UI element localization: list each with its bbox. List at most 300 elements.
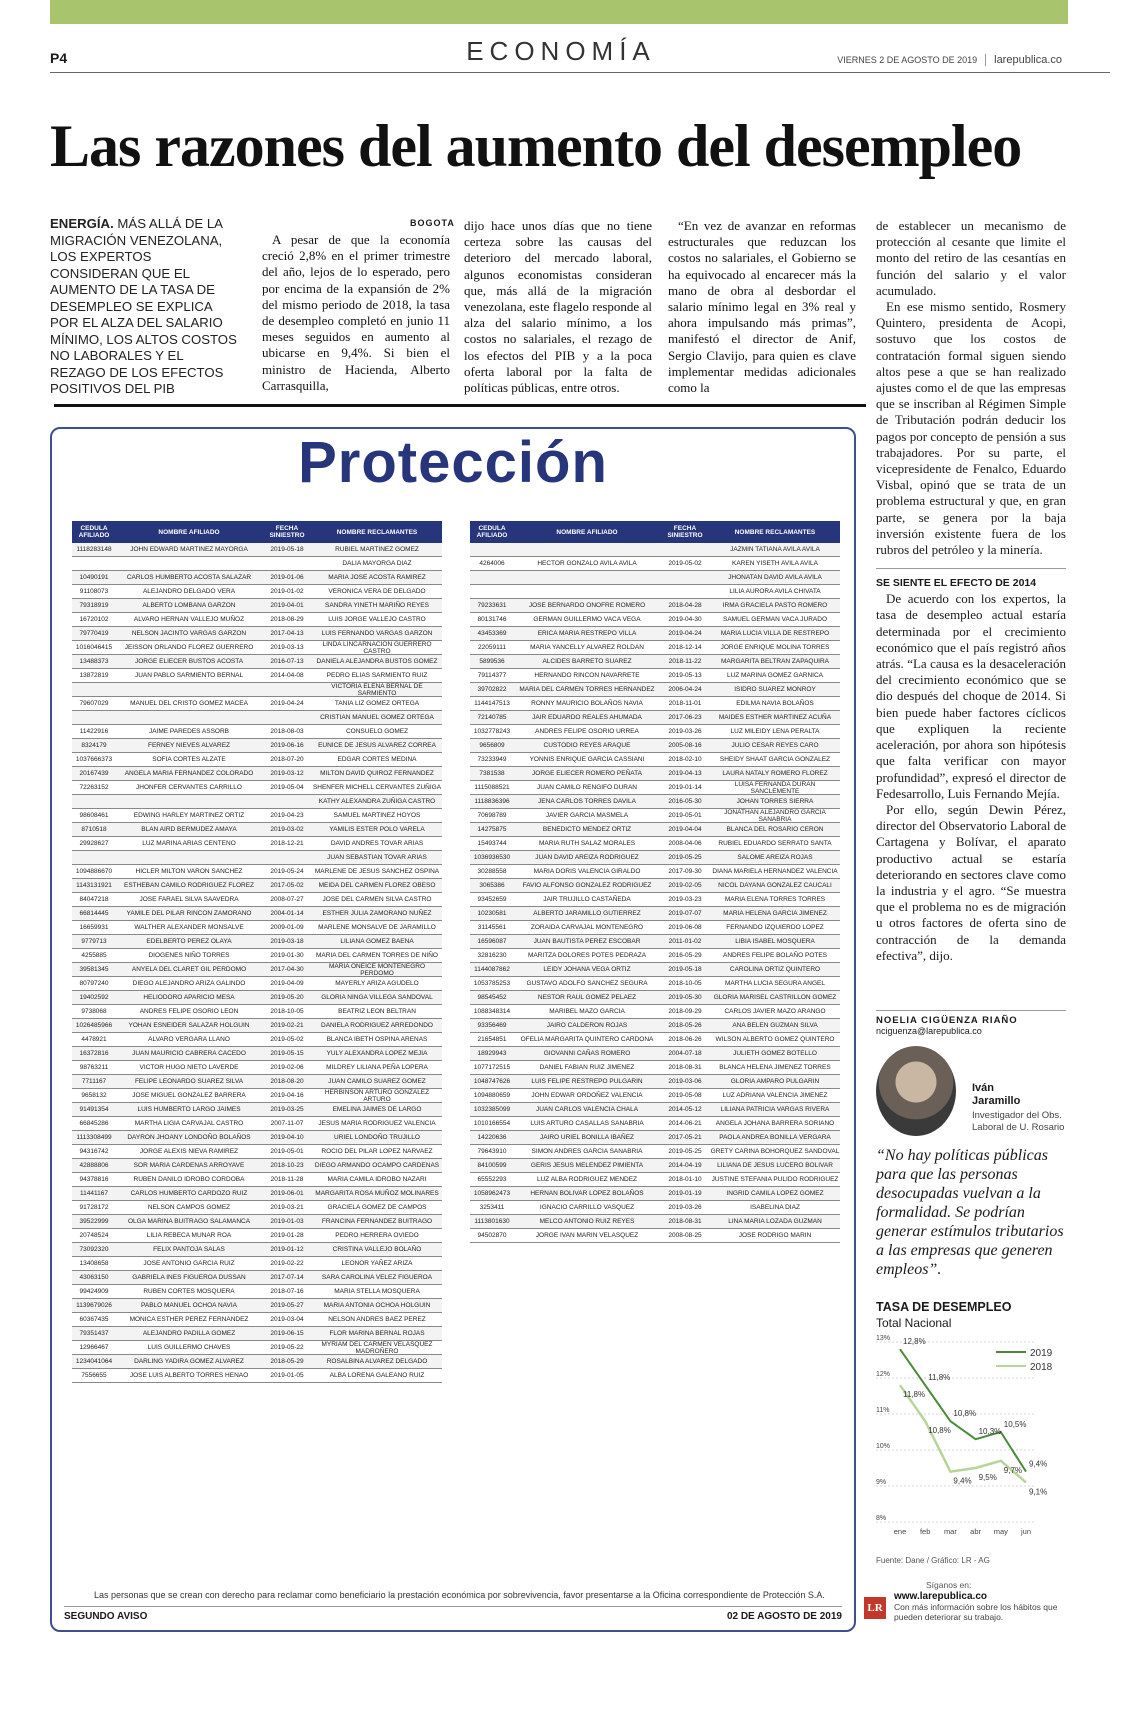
table-cell: 91728172	[79, 1204, 109, 1211]
table-cell: 79114377	[477, 672, 507, 679]
table-cell: ANA BELEN GUZMAN SILVA	[732, 1022, 818, 1029]
table-cell: 2019-02-06	[270, 1064, 304, 1071]
table-cell: GERIS JESUS MELENDEZ PIMIENTA	[530, 1162, 644, 1169]
table-cell: BENEDICTO MENDEZ ORTIZ	[542, 826, 632, 833]
table-cell: 10490191	[79, 574, 109, 581]
table-cell: JEISSON ORLANDO FLOREZ GUERRERO	[124, 644, 254, 651]
table-cell: 8710518	[81, 826, 107, 833]
site-link[interactable]: larepublica.co	[985, 54, 1062, 66]
table-cell: JONATHAN ALEJANDRO GARCIA SANABRIA	[724, 808, 826, 823]
table-cell: 2017-07-14	[270, 1274, 304, 1281]
chart-subtitle: Total Nacional	[876, 1316, 952, 1330]
table-row	[72, 753, 442, 767]
table-cell: 11422916	[79, 728, 109, 735]
table-cell: 7711167	[81, 1078, 107, 1085]
table-cell: MARIA DEL CARMEN TORRES HERNANDEZ	[519, 686, 655, 693]
byline-email[interactable]: nciguenza@larepublica.co	[876, 1026, 982, 1036]
table-cell: LUIS ARTURO CASALLAS SANABRIA	[530, 1120, 644, 1127]
table-cell: 5899536	[479, 658, 505, 665]
table-cell: JAIR TRUJILLO CASTAÑEDA	[543, 896, 631, 903]
ad-notice: Las personas que se crean con derecho para reclamar como beneficiario la prestación económica por sobrevivencia, favor presentarse a la Oficina correspondiente de Protección S.A.	[94, 1590, 825, 1600]
table-row	[470, 1159, 840, 1173]
section-title: ECONOMÍA	[466, 36, 656, 66]
table-cell: ALVARO VERGARA LLANO	[148, 1036, 230, 1043]
table-cell: JAVIER GARCIA MASMELA	[545, 812, 629, 819]
table-cell: YONNIS ENRIQUE GARCIA CASSIANI	[529, 756, 645, 763]
table-cell: VICTORIA ELENA BERNAL DE SARMIENTO	[331, 682, 423, 697]
table-cell: 2018-08-03	[270, 728, 304, 735]
table-cell: 2018-08-29	[270, 616, 304, 623]
table-cell: JUAN BAUTISTA PEREZ ESCOBAR	[533, 938, 641, 945]
y-tick-label: 8%	[876, 1515, 887, 1522]
table-cell: 2007-11-07	[270, 1120, 304, 1127]
table-row	[470, 1019, 840, 1033]
table-cell: GRACIELA GOMEZ DE CAMPOS	[327, 1204, 427, 1211]
table-row	[72, 949, 442, 963]
table-cell: 2018-10-05	[668, 980, 702, 987]
data-label: 10,3%	[978, 1427, 1002, 1437]
table-cell: 2019-05-22	[270, 1344, 304, 1351]
data-label: 11,8%	[928, 1373, 951, 1383]
table-cell: 93356469	[477, 1022, 507, 1029]
table-cell: JAIME PAREDES ASSORB	[148, 728, 230, 735]
table-cell: IRMA GRACIELA PASTO ROMERO	[722, 602, 828, 609]
table-cell: 2019-03-25	[270, 1106, 304, 1113]
table-row	[72, 1243, 442, 1257]
table-cell: CRISTINA VALLEJO BOLAÑO	[332, 1246, 422, 1253]
table-cell: ALEJANDRO DELGADO VERA	[142, 588, 236, 595]
table-row	[72, 767, 442, 781]
table-cell: OFELIA MARGARITA QUINTERO CARDONA	[520, 1036, 654, 1043]
table-cell: 2019-03-13	[270, 644, 304, 651]
table-cell: 60367435	[79, 1316, 109, 1323]
table-cell: MAYERLY ARIZA AGUDELO	[335, 980, 419, 987]
table-row	[72, 1229, 442, 1243]
table-cell: JHONFER CERVANTES CARRILLO	[136, 784, 242, 791]
y-tick-label: 13%	[876, 1335, 891, 1342]
table-cell: YAMILIS ESTER POLO VARELA	[329, 826, 425, 833]
table-cell: 2019-02-05	[668, 882, 702, 889]
dateline: BOGOTA	[410, 218, 455, 228]
table-cell: JUAN SEBASTIAN TOVAR ARIAS	[327, 854, 427, 861]
table-row	[470, 823, 840, 837]
header-cell: CEDULA AFILIADO	[476, 525, 508, 539]
table-cell: 2019-05-18	[668, 966, 702, 973]
table-cell: GLORIA NINGA VILLEGA SANDOVAL	[321, 994, 433, 1001]
table-cell: LEONOR YAÑEZ ARIZA	[341, 1260, 413, 1267]
table-cell: 43063150	[79, 1274, 109, 1281]
table-cell: 1144147513	[474, 700, 510, 707]
table-cell: 2018-10-05	[270, 1008, 304, 1015]
table-cell: JOSE DEL CARMEN SILVA CASTRO	[322, 896, 432, 903]
table-cell: 2008-08-25	[668, 1232, 702, 1239]
table-cell: JOSE FARAEL SILVA SAAVEDRA	[139, 896, 239, 903]
col4-p1: de establecer un mecanismo de protección al cesante que limite el monto del retiro de las cesantías en función del salario y el valor acumulado.	[876, 218, 1066, 298]
table-row	[72, 1047, 442, 1061]
table-row	[470, 879, 840, 893]
table-cell: SALOME AREIZA ROJAS	[737, 854, 813, 861]
table-cell: ALEJANDRO PADILLA GOMEZ	[142, 1330, 236, 1337]
table-cell: 19402592	[79, 994, 109, 1001]
table-row	[72, 991, 442, 1005]
table-row	[72, 669, 442, 683]
chart-title: TASA DE DESEMPLEO	[876, 1300, 1012, 1314]
table-cell: 2019-04-01	[270, 602, 304, 609]
table-row	[470, 543, 840, 557]
table-row	[470, 767, 840, 781]
table-cell: MARTHA LIGIA CARVAJAL CASTRO	[134, 1120, 244, 1127]
table-cell: 2008-07-27	[270, 896, 304, 903]
table-cell: 2019-04-16	[270, 1092, 304, 1099]
claims-table-left	[72, 521, 442, 1383]
table-cell: ISIDRO SUAREZ MONROY	[734, 686, 816, 693]
table-cell: 4264006	[479, 560, 505, 567]
table-row	[470, 1201, 840, 1215]
table-cell: EDWING HARLEY MARTINEZ ORTIZ	[133, 812, 245, 819]
table-cell: 2019-05-18	[270, 546, 304, 553]
table-cell: 2019-05-13	[668, 672, 702, 679]
table-cell: 84100599	[477, 1162, 507, 1169]
table-cell: ANYELA DEL CLARET GIL PERDOMO	[131, 966, 247, 973]
table-row	[470, 599, 840, 613]
table-cell: 1026485966	[75, 1022, 113, 1029]
table-cell: 2019-05-02	[270, 1036, 304, 1043]
table-cell: JOSE ANTONIO GARCIA RUIZ	[143, 1260, 235, 1267]
table-row	[470, 725, 840, 739]
col4-p4: Por ello, según Dewin Pérez, director del Observatorio Laboral de Cartagena y Bolívar, el aparato productivo actual se estaría deteriorando en sectores clave como la industria y el agro. “Se muestra que el problema no es de migración u otros factores de oferta sino de contracción de la demanda efectiva”, dijo.	[876, 801, 1066, 963]
table-row	[470, 1173, 840, 1187]
table-cell: 39581345	[79, 966, 109, 973]
table-cell: 2019-05-24	[270, 868, 304, 875]
table-cell: MARIA STELLA MOSQUERA	[334, 1288, 420, 1295]
byline-name: NOELIA CIGÜENZA RIAÑO	[876, 1015, 1018, 1026]
table-cell: LILIANA PATRICIA VARGAS RIVERA	[720, 1106, 830, 1113]
protection-notice	[50, 427, 856, 1632]
table-row	[470, 1131, 840, 1145]
table-cell: 79318919	[79, 602, 109, 609]
table-cell: DAVID ANDRES TOVAR ARIAS	[330, 840, 424, 847]
table-cell: 2019-04-24	[270, 700, 304, 707]
table-cell: JUSTINE STEFANIA PULIDO RODRIGUEZ	[711, 1176, 839, 1183]
table-cell: HICLER MILTON VARON SANCHEZ	[135, 868, 243, 875]
follow-site[interactable]: www.larepublica.co	[894, 1591, 987, 1602]
table-cell: 2019-05-15	[270, 1050, 304, 1057]
table-cell: 2016-05-29	[668, 952, 702, 959]
table-row	[72, 739, 442, 753]
lead-body: MÁS ALLÁ DE LA MIGRACIÓN VENEZOLANA, LOS EXPERTOS CONSIDERAN QUE EL AUMENTO DE LA TASA DE DESEMPLEO SE EXPLICA POR EL ALZA DEL SALARIO MÍNIMO, LOS ALTOS COSTOS NO LABORALES Y EL REZAGO DE LOS EFECTOS POSITIVOS DEL PIB	[50, 216, 237, 396]
table-cell: ANDRES FELIPE BOLAÑO POTES	[722, 952, 828, 959]
table-cell: JULIO CESAR REYES CARO	[731, 742, 819, 749]
table-cell: FELIPE LEONARDO SUAREZ SILVA	[134, 1078, 244, 1085]
table-cell: DIEGO ARMANDO OCAMPO CARDENAS	[314, 1162, 440, 1169]
table-cell: MYRIAM DEL CARMEN VELASQUEZ MADROÑERO	[321, 1340, 433, 1355]
table-cell: JOSE LUIS ALBERTO TORRES HENAO	[129, 1372, 249, 1379]
x-tick-label: may	[993, 1527, 1008, 1536]
table-cell: 2019-03-12	[270, 770, 304, 777]
table-cell: BLANCA HELENA JIMENEZ TORRES	[719, 1064, 831, 1071]
table-cell: 31145561	[477, 924, 507, 931]
table-row	[72, 1033, 442, 1047]
legend-label: 2019	[1030, 1348, 1053, 1359]
table-row	[470, 711, 840, 725]
y-tick-label: 10%	[876, 1443, 891, 1450]
table-cell: SOR MARIA CARDENAS ARROYAVE	[133, 1162, 245, 1169]
col4-p2: En ese mismo sentido, Rosmery Quintero, presidenta de Acopi, sostuvo que los costos de contratación formal siguen siendo altos pese a que se han realizado ajustes como el de que las empresas que se inscriban al Régimen Simple de Tributación podrán deducir los pagos por concepto de pensión a sus trabajadores. Por su parte, el vicepresidente de Fenalco, Eduardo Visbal, opinó que se trata de un problema estructural y que, en gran parte, se genera por la baja inversión existente fuera de los rubros del petróleo y la minería.	[876, 299, 1066, 558]
table-cell: 1094880659	[473, 1092, 511, 1099]
table-cell: ANDRES FELIPE OSORIO LEON	[139, 1008, 239, 1015]
table-cell: 2017-05-02	[270, 882, 304, 889]
table-cell: 1010166554	[473, 1120, 511, 1127]
table-cell: 91108073	[79, 588, 109, 595]
table-cell: 2018-12-14	[668, 644, 702, 651]
table-cell: ERICA MARIA RESTREPO VILLA	[537, 630, 637, 637]
table-cell: 2019-05-25	[668, 1148, 702, 1155]
table-cell: 94316742	[79, 1148, 109, 1155]
table-row	[470, 1117, 840, 1131]
table-cell: 1094886670	[75, 868, 113, 875]
table-cell: GERMAN GUILLERMO VACA VEGA	[533, 616, 641, 623]
table-cell: JENA CARLOS TORRES DAVILA	[538, 798, 636, 805]
header-cell: NOMBRE AFILIADO	[158, 528, 220, 536]
table-cell: FELIX PANTOJA SALAS	[153, 1246, 225, 1253]
table-cell: DANIEL FABIAN RUIZ JIMENEZ	[539, 1064, 635, 1071]
table-cell: CAROLINA ORTIZ QUINTERO	[729, 966, 821, 973]
table-row	[72, 683, 442, 697]
table-cell: JORGE IVAN MARIN VELASQUEZ	[535, 1232, 639, 1239]
table-cell: 2019-01-30	[270, 952, 304, 959]
table-row	[72, 935, 442, 949]
table-cell: MARLENE DE JESUS SANCHEZ OSPINA	[314, 868, 440, 875]
table-row	[72, 725, 442, 739]
table-row	[470, 557, 840, 571]
x-tick-label: ene	[893, 1527, 907, 1536]
table-row	[470, 1089, 840, 1103]
table-cell: JAZMIN TATIANA AVILA AVILA	[730, 546, 820, 553]
table-cell: SARA CAROLINA VELEZ FIGUEROA	[321, 1274, 433, 1281]
table-cell: 13408658	[79, 1260, 109, 1267]
table-cell: DALIA MAYORGA DIAZ	[342, 560, 412, 567]
table-cell: LUZ MARINA GOMEZ GARNICA	[726, 672, 824, 679]
table-cell: 79351437	[79, 1330, 109, 1337]
table-row	[72, 711, 442, 725]
table-cell: 2019-05-25	[668, 854, 702, 861]
table-cell: 1032778243	[473, 728, 511, 735]
data-label: 9,7%	[1003, 1465, 1023, 1475]
table-cell: 9738068	[81, 1008, 107, 1015]
table-cell: 2019-01-14	[668, 784, 702, 791]
table-cell: JORGE ALEXIS NIEVA RAMIREZ	[139, 1148, 239, 1155]
table-cell: 2014-04-19	[668, 1162, 702, 1169]
table-cell: 79643910	[477, 1148, 507, 1155]
table-row	[470, 571, 840, 585]
table-cell: LUIS HUMBERTO LARGO JAIMES	[137, 1106, 241, 1113]
table-cell: 73233949	[477, 756, 507, 763]
table-row	[72, 641, 442, 655]
table-row	[72, 1187, 442, 1201]
table-cell: RONNY MAURICIO BOLAÑOS NAVIA	[531, 700, 643, 707]
table-cell: JUAN CAMILO RENGIFO DURAN	[536, 784, 638, 791]
table-cell: LILIA REBECA MUNAR ROA	[146, 1232, 232, 1239]
table-cell: GLORIA MARISEL CASTRILLON GOMEZ	[713, 994, 837, 1001]
table-cell: URIEL LONDOÑO TRUJILLO	[334, 1134, 420, 1141]
table-cell: 1037666373	[75, 756, 113, 763]
table-cell: HECTOR GONZALO AVILA AVILA	[537, 560, 637, 567]
header-cell: CEDULA AFILIADO	[78, 525, 110, 539]
table-row	[72, 1201, 442, 1215]
table-cell: FERNEY NIEVES ALVAREZ	[148, 742, 230, 749]
table-row	[72, 1005, 442, 1019]
table-row	[72, 557, 442, 571]
table-cell: 2018-11-01	[668, 700, 702, 707]
table-cell: LINDA LINCARNACION GUERRERO CASTRO	[322, 640, 432, 655]
table-cell: 2019-04-30	[668, 616, 702, 623]
table-cell: 2019-06-01	[270, 1190, 304, 1197]
table-cell: ANGELA MARIA FERNANDEZ COLORADO	[124, 770, 254, 777]
table-cell: FERNANDO IZQUIERDO LOPEZ	[726, 924, 824, 931]
table-cell: 2019-05-08	[668, 1092, 702, 1099]
table-cell: JAIR EDUARDO REALES AHUMADA	[532, 714, 642, 721]
header-date	[837, 54, 1062, 66]
y-tick-label: 9%	[876, 1479, 887, 1486]
data-label: 10,8%	[953, 1409, 977, 1419]
table-cell: 2019-03-06	[668, 1078, 702, 1085]
table-body	[72, 543, 442, 1383]
table-row	[72, 781, 442, 795]
table-cell: 2018-05-26	[668, 1022, 702, 1029]
table-cell: ESTHER JULIA ZAMORANO NUÑEZ	[322, 910, 432, 917]
table-cell: CUSTODIO REYES ARAQUE	[543, 742, 631, 749]
lead-kicker: ENERGÍA.	[50, 216, 114, 231]
table-cell: 2018-12-21	[270, 840, 304, 847]
table-cell: 7381538	[479, 770, 505, 777]
table-row	[470, 949, 840, 963]
table-cell: EUNICE DE JESUS ALVAREZ CORREA	[318, 742, 436, 749]
table-cell: 15493744	[477, 840, 507, 847]
section-rule	[54, 404, 866, 407]
table-cell: 79607029	[79, 700, 109, 707]
table-row	[72, 613, 442, 627]
table-cell: 73092320	[79, 1246, 109, 1253]
table-cell: JAIRO URIEL BONILLA IBAÑEZ	[539, 1134, 635, 1141]
table-row	[470, 865, 840, 879]
table-cell: 2018-02-10	[668, 756, 702, 763]
table-row	[470, 1145, 840, 1159]
data-label: 9,5%	[978, 1473, 997, 1482]
table-cell: BLANCA DEL ROSARIO CERON	[726, 826, 824, 833]
table-cell: 2018-04-28	[668, 602, 702, 609]
table-cell: MELCO ANTONIO RUIZ REYES	[539, 1218, 635, 1225]
body-col-2: dijo hace unos días que no tiene certeza sobre las causas del deterioro del mercado laboral, algunos economistas consideran que, más allá de la migración venezolana, este flagelo responde al alza del salario mínimo, a los costos no salariales, el rezago de los efectos del PIB y a la poca oferta laboral por la falta de políticas públicas, entre otros.	[464, 218, 652, 396]
table-cell: JORGE ENRIQUE MOLINA TORRES	[720, 644, 830, 651]
table-row	[72, 1327, 442, 1341]
table-row	[72, 543, 442, 557]
table-row	[470, 907, 840, 921]
table-body	[470, 543, 840, 1243]
y-tick-label: 11%	[876, 1407, 890, 1414]
table-row	[470, 753, 840, 767]
table-cell: 2018-08-31	[668, 1064, 702, 1071]
table-cell: 2016-05-30	[668, 798, 702, 805]
table-row	[470, 977, 840, 991]
table-row	[72, 823, 442, 837]
table-cell: BLANCA IBETH OSPINA ARENAS	[326, 1036, 428, 1043]
table-row	[72, 1117, 442, 1131]
table-cell: 20167439	[79, 770, 109, 777]
table-cell: CONSUELO GOMEZ	[345, 728, 409, 735]
table-cell: 1115088521	[474, 784, 510, 791]
table-cell: LUZ ALBA RODRIGUEZ MENDEZ	[536, 1176, 638, 1183]
table-cell: 1016046415	[75, 644, 113, 651]
table-cell: NICOL DAYANA GONZALEZ CAUCALI	[718, 882, 832, 889]
table-row	[470, 655, 840, 669]
table-cell: MARIA CAMILA IDROBO NAZARI	[327, 1176, 427, 1183]
table-row	[72, 851, 442, 865]
table-cell: ALBERTO LOMBANA GARZON	[142, 602, 236, 609]
table-row	[72, 963, 442, 977]
table-cell: 2004-01-14	[270, 910, 304, 917]
table-cell: RUBIEL MARTINEZ GOMEZ	[335, 546, 419, 553]
table-row	[470, 1103, 840, 1117]
table-cell: 2017-05-21	[668, 1134, 702, 1141]
table-cell: 18929943	[477, 1050, 507, 1057]
table-row	[72, 1369, 442, 1383]
headline: Las razones del aumento del desempleo	[50, 113, 1022, 179]
table-cell: GUSTAVO ADOLFO SANCHEZ SEGURA	[526, 980, 648, 987]
table-cell: 2018-11-28	[270, 1176, 304, 1183]
table-cell: 1077172515	[473, 1064, 511, 1071]
table-row	[72, 1299, 442, 1313]
table-cell: 2008-04-06	[668, 840, 702, 847]
table-cell: SAMUEL MARTINEZ HOYOS	[333, 812, 421, 819]
table-cell: LUIS FERNANDO VARGAS GARZON	[321, 630, 433, 637]
table-row	[72, 1075, 442, 1089]
table-row	[470, 1047, 840, 1061]
table-cell: JOHN EDWARD MARTINEZ MAYORGA	[130, 546, 248, 553]
table-cell: DAYRON JHOANY LONDOÑO BOLAÑOS	[127, 1134, 251, 1141]
table-cell: 2019-01-05	[270, 1372, 304, 1379]
table-cell: 10230581	[477, 910, 507, 917]
table-cell: 2019-01-28	[270, 1232, 304, 1239]
table-row	[470, 893, 840, 907]
table-cell: LUIS FELIPE RESTREPO PULGARIN	[531, 1078, 643, 1085]
table-row	[470, 921, 840, 935]
body-col-3: “En vez de avanzar en reformas estructurales que reduzcan los costos no salariales, el Gobierno se ha equivocado al encarecer más la mano de obra al desbordar el salario mínimo legal en 3% real y ahora impulsando más primas”, manifestó el director de Anif, Sergio Clavijo, para quien es clave implementar medidas adicionales como la	[668, 218, 856, 396]
table-row	[72, 571, 442, 585]
table-cell: 1088348314	[473, 1008, 511, 1015]
table-cell: 1058962473	[473, 1190, 511, 1197]
table-cell: 2018-08-20	[270, 1078, 304, 1085]
ad-title: Protección	[298, 430, 608, 495]
col4-p3: De acuerdo con los expertos, la tasa de desempleo actual estaría determinada por el crecimiento económico que el país registró años atrás. “La causa es la desaceleración del crecimiento económico que se dio después del choque de 2014. Si bien puede haber factores cíclicos que expliquen la reciente aceleración, por ahora son hipótesis que falta verificar con mayor profundidad”, expresó el director de Fedesarrollo, Luis Fernando Mejía.	[876, 591, 1066, 801]
table-row	[470, 1075, 840, 1089]
table-cell: 79233631	[477, 602, 507, 609]
table-cell: 2004-07-18	[668, 1050, 702, 1057]
table-cell: 30288558	[477, 868, 507, 875]
table-cell: PAOLA ANDREA BONILLA VERGARA	[719, 1134, 831, 1141]
table-cell: 2019-04-24	[668, 630, 702, 637]
table-cell: 2009-01-09	[270, 924, 304, 931]
table-cell: 80797240	[79, 980, 109, 987]
table-cell: 2014-05-12	[668, 1106, 702, 1113]
table-cell: 39702822	[477, 686, 507, 693]
table-row	[72, 907, 442, 921]
table-cell: NESTOR RAUL GOMEZ PELAEZ	[537, 994, 637, 1001]
table-cell: 29928627	[79, 840, 109, 847]
table-cell: KATHY ALEXANDRA ZUÑIGA CASTRO	[318, 798, 436, 805]
table-cell: 2017-04-30	[270, 966, 304, 973]
table-cell: LILIA AURORA AVILA CHIVATA	[729, 588, 821, 595]
table-cell: 2019-01-19	[668, 1190, 702, 1197]
